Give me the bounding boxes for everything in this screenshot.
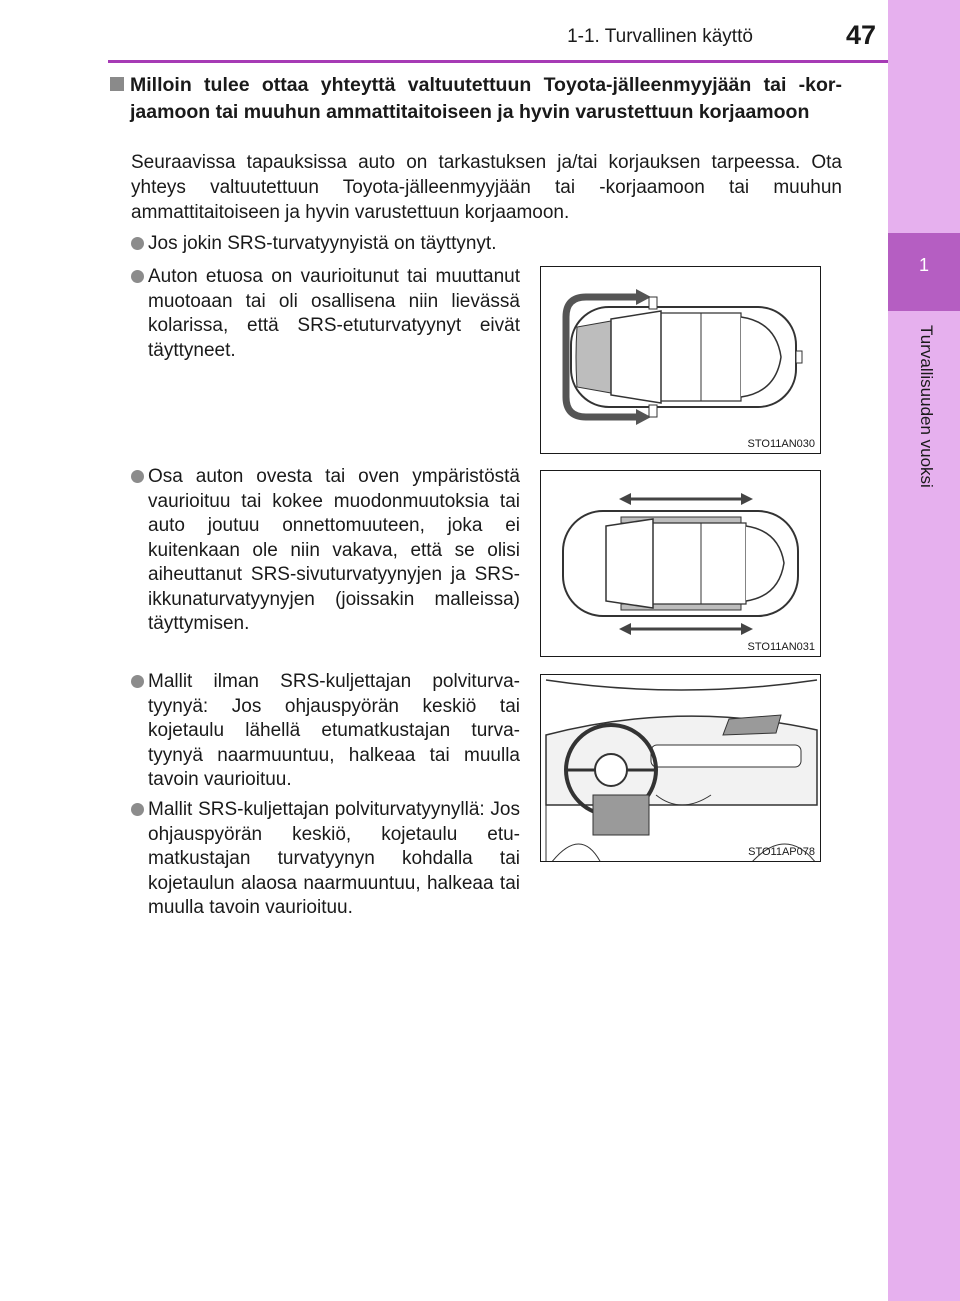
chapter-label: Turvallisuuden vuoksi <box>917 325 936 488</box>
round-bullet-icon <box>131 803 144 816</box>
list-item-text: Mallit ilman SRS-kuljettajan polviturvatyynyä: Jos ohjauspyörän keskiö tai kojetaulu lähellä etumatkustajan turvatyynyä naarmuuntuu, halkeaa tai muulla tavoin vaurioituu. <box>148 671 520 790</box>
section-heading <box>110 72 842 126</box>
car-top-view-icon <box>541 471 821 657</box>
list-item <box>131 465 520 637</box>
round-bullet-icon <box>131 470 144 483</box>
figure-dashboard <box>540 674 821 862</box>
figure-code: STO11AP078 <box>748 846 815 858</box>
running-header-title: 1-1. Turvallinen käyttö <box>567 26 753 47</box>
square-bullet-icon <box>110 77 124 91</box>
list-item <box>131 670 520 793</box>
figure-code: STO11AN030 <box>747 438 815 450</box>
round-bullet-icon <box>131 675 144 688</box>
list-item-text: Osa auton ovesta tai oven ympäristöstä vaurioituu tai kokee muodonmuutoksia tai auto joutuu onnettomuuteen, joka ei kuitenkaan ole niin vakava, että se olisi aiheuttanut SRS-sivuturvatyynyjen ja SRS-ikkunaturvatyynyjen (joissakin malleissa) täyttymisen. <box>148 466 520 634</box>
header-rule <box>108 60 888 63</box>
chapter-side-tab <box>888 0 960 1301</box>
car-top-view-icon <box>541 267 821 454</box>
page-number: 47 <box>845 20 877 50</box>
figure-front-damage <box>540 266 821 454</box>
chapter-number: 1 <box>918 255 929 275</box>
section-heading-text: Milloin tulee ottaa yhteyttä valtuutettuun Toyota-jälleenmyyjään tai -korjaamoon tai muuhun ammattitaitoiseen ja hyvin varustettuun korjaamoon <box>130 74 842 123</box>
list-item-text: Jos jokin SRS-turvatyynyistä on täyttynyt. <box>148 233 497 254</box>
figure-side-damage <box>540 470 821 657</box>
list-item <box>131 798 520 921</box>
figure-code: STO11AN031 <box>747 641 815 653</box>
round-bullet-icon <box>131 237 144 250</box>
round-bullet-icon <box>131 270 144 283</box>
dashboard-interior-icon <box>541 675 821 862</box>
list-item <box>131 265 520 363</box>
list-item <box>131 232 551 257</box>
intro-paragraph: Seuraavissa tapauksissa auto on tarkastuksen ja/tai korjauksen tarpeessa. Ota yhteys valtuutettuun Toyota-jälleenmyyjään tai -korjaamoon tai muuhun ammattitaitoiseen ja hyvin varustettuun korjaamoon. <box>131 152 842 223</box>
list-item-text: Mallit SRS-kuljettajan polviturvatyynyllä: Jos ohjauspyörän keskiö, kojetaulu etumatkustajan turvatyynyn kohdalla tai kojetaulun alaosa naarmuuntuu, halkeaa tai muulla tavoin vaurioituu. <box>148 799 520 918</box>
list-item-text: Auton etuosa on vaurioitunut tai muuttanut muotoaan tai oli osallisena niin lievässä kolarissa, että SRS-etuturvatyynyt eivät täyttyneet. <box>148 266 520 361</box>
